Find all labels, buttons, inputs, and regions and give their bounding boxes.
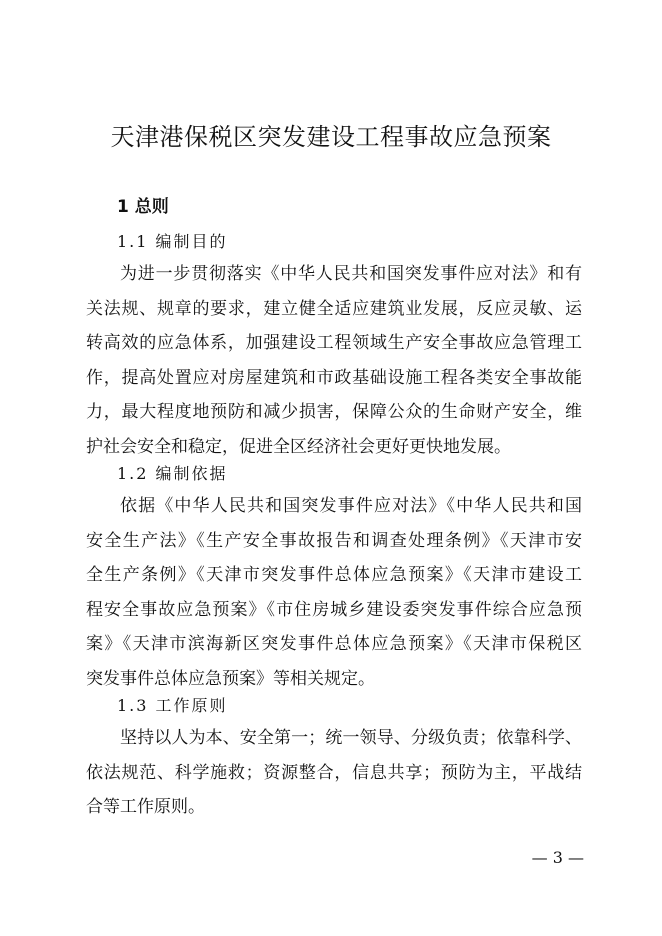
document-title: 天津港保税区突发建设工程事故应急预案 [110, 123, 552, 151]
page-number: — 3 — [531, 848, 584, 867]
subsection-heading-purpose: 1.1 编制目的 [117, 232, 228, 251]
paragraph-basis [86, 489, 582, 696]
paragraph-line: 案》《天津市滨海新区突发事件总体应急预案》《天津市保税区 [86, 634, 582, 654]
paragraph-line: 关法规、规章的要求，建立健全适应建筑业发展，反应灵敏、运 [86, 298, 582, 319]
paragraph-line: 依据《中华人民共和国突发事件应对法》《中华人民共和国 [120, 496, 582, 516]
paragraph-line: 全生产条例》《天津市突发事件总体应急预案》《天津市建设工 [86, 565, 582, 585]
paragraph-line: 合等工作原则。 [86, 797, 205, 817]
paragraph-line: 护社会安全和稳定，促进全区经济社会更好更快地发展。 [86, 436, 511, 457]
paragraph-line: 为进一步贯彻落实《中华人民共和国突发事件应对法》和有 [120, 264, 582, 284]
paragraph-line: 安全生产法》《生产安全事故报告和调查处理条例》《天津市安 [86, 530, 582, 551]
subsection-heading-principles: 1.3 工作原则 [117, 696, 228, 715]
paragraph-line: 作，提高处置应对房屋建筑和市政基础设施工程各类安全事故能 [86, 367, 582, 388]
paragraph-line: 突发事件总体应急预案》等相关规定。 [86, 668, 375, 689]
paragraph-line: 转高效的应急体系，加强建设工程领域生产安全事故应急管理工 [86, 333, 582, 353]
section-heading-general: 1 总则 [117, 197, 169, 217]
subsection-heading-basis: 1.2 编制依据 [117, 464, 228, 483]
paragraph-line: 依法规范、科学施救；资源整合，信息共享；预防为主，平战结 [86, 762, 582, 783]
paragraph-line: 程安全事故应急预案》《市住房城乡建设委突发事件综合应急预 [86, 599, 582, 620]
paragraph-purpose [86, 257, 582, 464]
paragraph-line: 力，最大程度地预防和减少损害，保障公众的生命财产安全，维 [86, 402, 582, 422]
paragraph-principles [86, 721, 582, 825]
paragraph-line: 坚持以人为本、安全第一；统一领导、分级负责；依靠科学、 [120, 728, 582, 748]
